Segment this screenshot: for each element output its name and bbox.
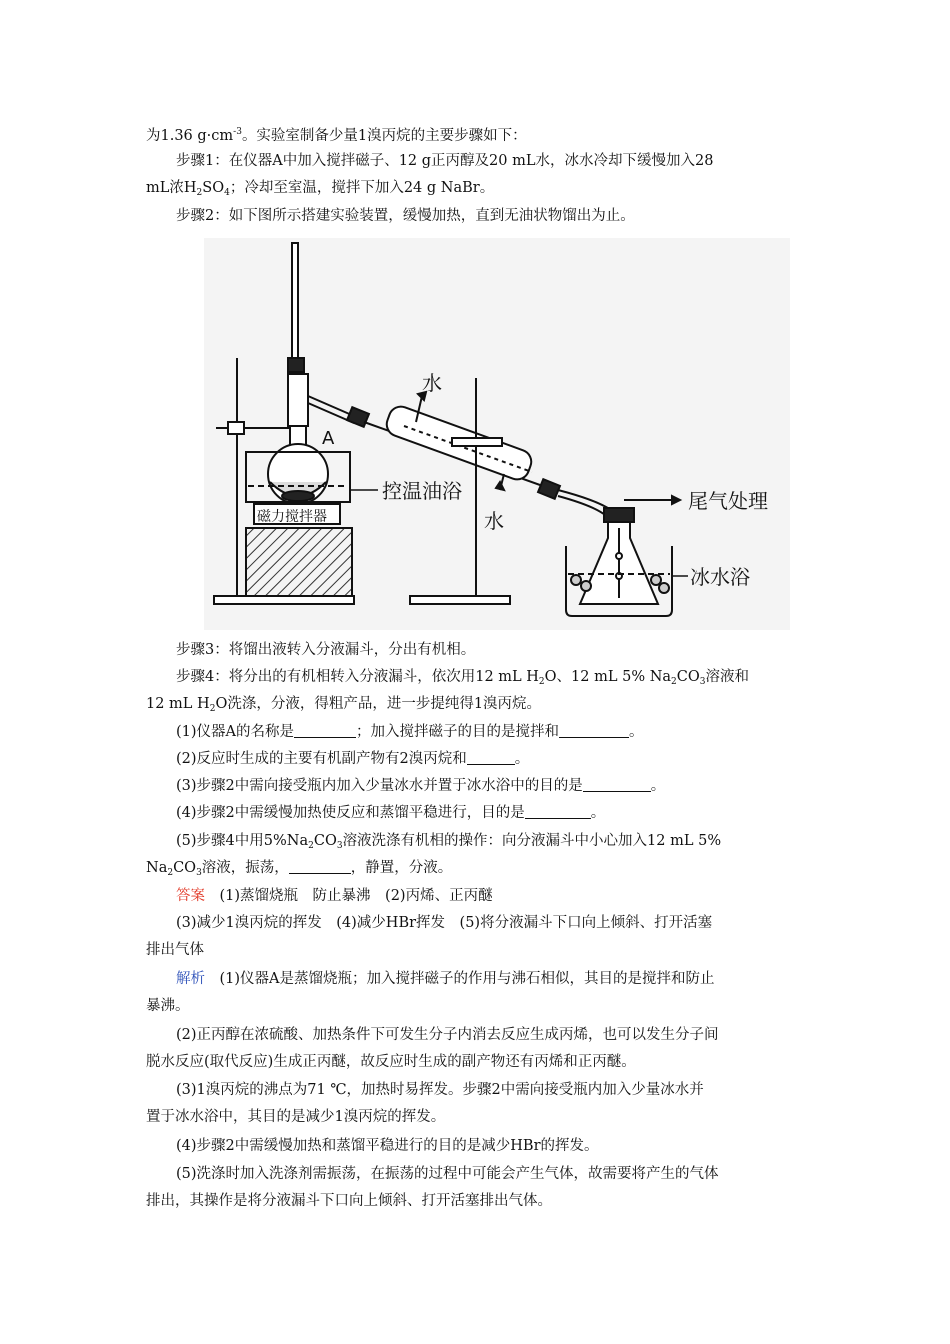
oil-bath-label: 控温油浴 (382, 479, 462, 503)
q1-text-a: (1)仪器A的名称是 (176, 724, 295, 740)
tail-gas-label: 尾气处理 (688, 489, 768, 513)
q2-text-b: 。 (514, 751, 530, 767)
step4-subscript-4: 2 (209, 704, 216, 714)
step4-text-c: CO (676, 669, 700, 685)
q5-text-c: 溶液洗涤有机相的操作：向分液漏斗中小心加入12 mL 5% (342, 833, 722, 849)
step1-subscript-2: 4 (224, 188, 230, 198)
analysis-line-8: (5)洗涤时加入洗涤剂需振荡，在振荡的过程中可能会产生气体，故需要将产生的气体 (176, 1166, 719, 1182)
q5-text-e: CO (173, 860, 197, 876)
stirrer-label: 磁力搅拌器 (257, 509, 327, 525)
q5-text-g: ，静置，分液。 (350, 860, 453, 876)
step4-subscript-1: 2 (538, 677, 545, 687)
step4-text-e: 12 mL H (146, 696, 210, 712)
answer-blank (583, 777, 651, 792)
step1-line-1: 步骤1：在仪器A中加入搅拌磁子、12 g正丙醇及20 mL水，冰水冷却下缓慢加入28 (176, 153, 714, 169)
intro-density-exponent: -3 (233, 127, 242, 137)
analysis-text-1: (1)仪器A是蒸馏烧瓶；加入搅拌磁子的作用与沸石相似，其目的是搅拌和防止 (219, 971, 715, 987)
analysis-line-9: 排出，其操作是将分液漏斗下口向上倾斜、打开活塞排出气体。 (146, 1193, 552, 1209)
step4-line-1 (176, 667, 749, 692)
analysis-line-5: (3)1溴丙烷的沸点为71 ℃，加热时易挥发。步骤2中需向接受瓶内加入少量冰水并 (176, 1082, 704, 1098)
analysis-line-3: (2)正丙醇在浓硫酸、加热条件下可发生分子内消去反应生成丙烯，也可以发生分子间 (176, 1027, 719, 1043)
question-2 (176, 749, 529, 769)
step1-text-a: mL浓H (146, 180, 197, 196)
q1-text-b: ；加入搅拌磁子的目的是搅拌和 (356, 724, 560, 740)
water-outlet-label: 水 (422, 371, 442, 395)
analysis-line-7: (4)步骤2中需缓慢加热和蒸馏平稳进行的目的是减少HBr的挥发。 (176, 1138, 599, 1154)
intro-density-tail: 。实验室制备少量1溴丙烷的主要步骤如下： (241, 128, 527, 144)
q5-text-a: (5)步骤4中用5%Na (176, 833, 309, 849)
step3-line: 步骤3：将馏出液转入分液漏斗，分出有机相。 (176, 642, 476, 658)
answer-blank (467, 750, 515, 765)
step4-text-a: 步骤4：将分出的有机相转入分液漏斗，依次用12 mL H (176, 669, 539, 685)
analysis-line-6: 置于冰水浴中，其目的是减少1溴丙烷的挥发。 (146, 1109, 446, 1125)
water-inlet-label: 水 (484, 509, 504, 533)
answer-line-1 (176, 886, 493, 906)
answer-text-1: (1)蒸馏烧瓶 防止暴沸 (2)丙烯、正丙醚 (219, 888, 493, 904)
answer-blank (525, 804, 591, 819)
ice-bath-label: 冰水浴 (690, 565, 750, 589)
question-5-line-2 (146, 858, 452, 883)
step4-text-f: O洗涤，分液，得粗产品，进一步提纯得1溴丙烷。 (215, 696, 542, 712)
q5-text-f: 溶液，振荡， (201, 860, 289, 876)
answer-line-3: 排出气体 (146, 942, 204, 958)
step2-line: 步骤2：如下图所示搭建实验装置，缓慢加热，直到无油状物馏出为止。 (176, 208, 635, 224)
question-3 (176, 776, 665, 796)
intro-density-text: 为1.36 g·cm (146, 128, 234, 144)
step4-subscript-2: 2 (671, 677, 677, 687)
answer-blank (289, 859, 351, 874)
step1-subscript-1: 2 (196, 188, 203, 198)
q3-text-a: (3)步骤2中需向接受瓶内加入少量冰水并置于冰水浴中的目的是 (176, 778, 583, 794)
q2-text-a: (2)反应时生成的主要有机副产物有2溴丙烷和 (176, 751, 467, 767)
analysis-line-4: 脱水反应(取代反应)生成正丙醚，故反应时生成的副产物还有丙烯和正丙醚。 (146, 1054, 636, 1070)
analysis-tag: 解析 (176, 971, 205, 987)
answer-line-2: (3)减少1溴丙烷的挥发 (4)减少HBr挥发 (5)将分液漏斗下口向上倾斜、打开活塞 (176, 915, 713, 931)
question-1 (176, 722, 644, 742)
question-5-line-1 (176, 831, 721, 856)
hatched-block (246, 528, 352, 596)
q5-text-d: Na (146, 860, 168, 876)
step4-text-b: O、12 mL 5% Na (544, 669, 672, 685)
q1-text-c: 。 (629, 724, 644, 740)
q4-text-a: (4)步骤2中需缓慢加热使反应和蒸馏平稳进行，目的是 (176, 805, 525, 821)
intro-line (146, 122, 527, 146)
q3-text-b: 。 (650, 778, 666, 794)
answer-blank (559, 723, 629, 738)
q5-subscript-2: 3 (336, 841, 343, 851)
q5-subscript-1: 2 (308, 841, 314, 851)
q5-text-b: CO (313, 833, 337, 849)
question-4 (176, 803, 605, 823)
q4-text-b: 。 (590, 805, 606, 821)
step4-line-2 (146, 694, 541, 719)
analysis-line-2: 暴沸。 (146, 998, 190, 1014)
apparatus-figure (204, 238, 790, 630)
analysis-line-1 (176, 969, 715, 989)
step1-line-2 (146, 178, 494, 203)
flask-label-a: A (322, 428, 335, 449)
answer-tag: 答案 (176, 888, 205, 904)
step1-text-c: ；冷却至室温，搅拌下加入24 g NaBr。 (229, 180, 495, 196)
step4-subscript-3: 3 (699, 677, 706, 687)
answer-blank (294, 723, 356, 738)
step1-text-b: SO (202, 180, 225, 196)
q5-subscript-4: 3 (196, 868, 202, 878)
q5-subscript-3: 2 (167, 868, 174, 878)
step4-text-d: 溶液和 (705, 669, 749, 685)
